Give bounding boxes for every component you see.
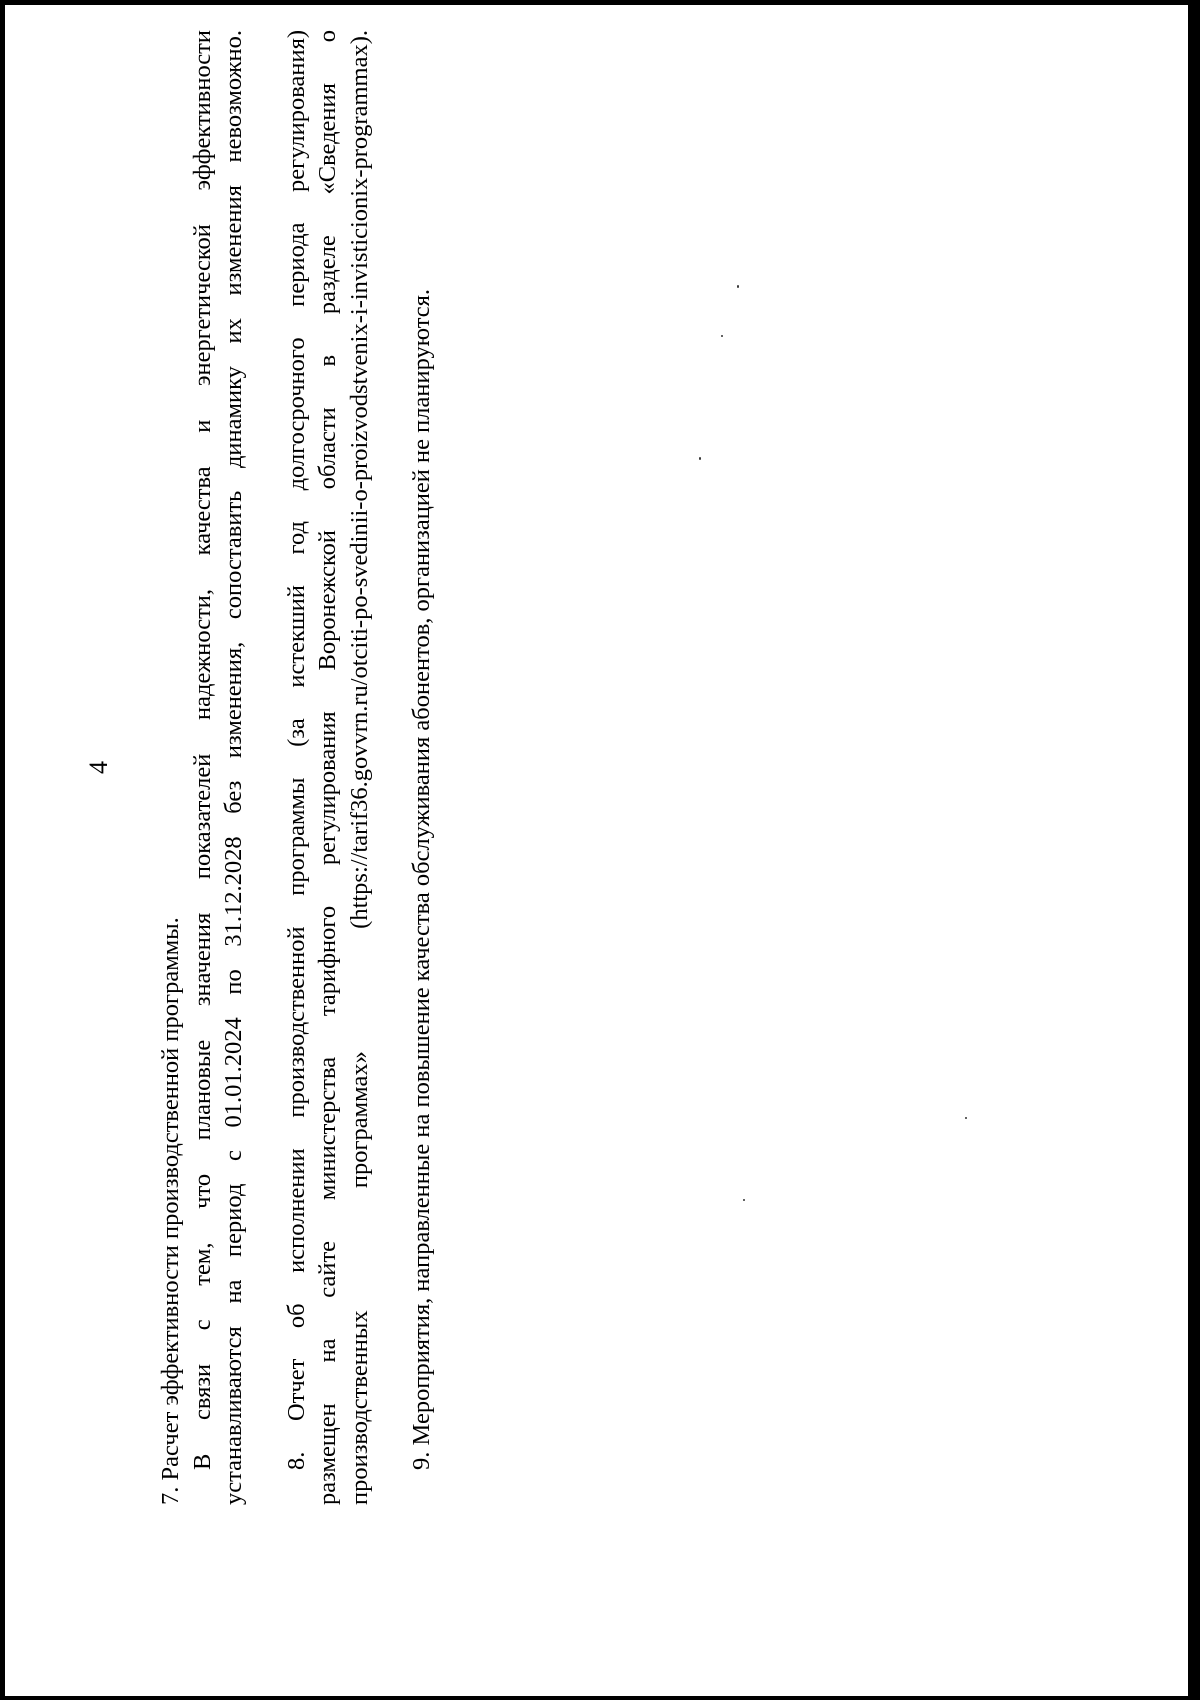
section-8-line-3: производственных программах» (https://tarif36.govvrn.ru/otciti-po-svedinii-o-proizvodstvenix-i-invisticionix-programmax). (345, 30, 373, 1505)
section-9 (406, 30, 438, 1505)
section-7-line-2: устанавливаются на период с 01.01.2024 по 31.12.2028 без изменения, сопоставить динамику их изменения невозможно. (220, 30, 247, 1505)
section-7 (155, 30, 250, 1505)
section-8-line-1: 8. Отчет об исполнении производственной программы (за истекший год долгосрочного периода регулирования) (282, 30, 310, 1470)
scan-speck (721, 335, 723, 337)
scan-speck (699, 457, 701, 460)
scan-speck (965, 1117, 967, 1119)
section-9-text: 9. Мероприятия, направленные на повышение качества обслуживания абонентов, организацией не планируются. (408, 288, 435, 1470)
section-7-heading: 7. Расчет эффективности производственной программы. (157, 917, 184, 1505)
section-7-line-1: В связи с тем, что плановые значения показателей надежности, качества и энергетической эффективности (188, 30, 216, 1470)
scan-speck (737, 285, 739, 288)
page-number: 4 (84, 761, 113, 774)
section-8-line-2: размещен на сайте министерства тарифного регулирования Воронежской области в разделе «Сведения о (314, 30, 341, 1505)
scan-speck (743, 1199, 745, 1201)
rotated-page-content (84, 30, 455, 1505)
section-8 (281, 30, 376, 1505)
